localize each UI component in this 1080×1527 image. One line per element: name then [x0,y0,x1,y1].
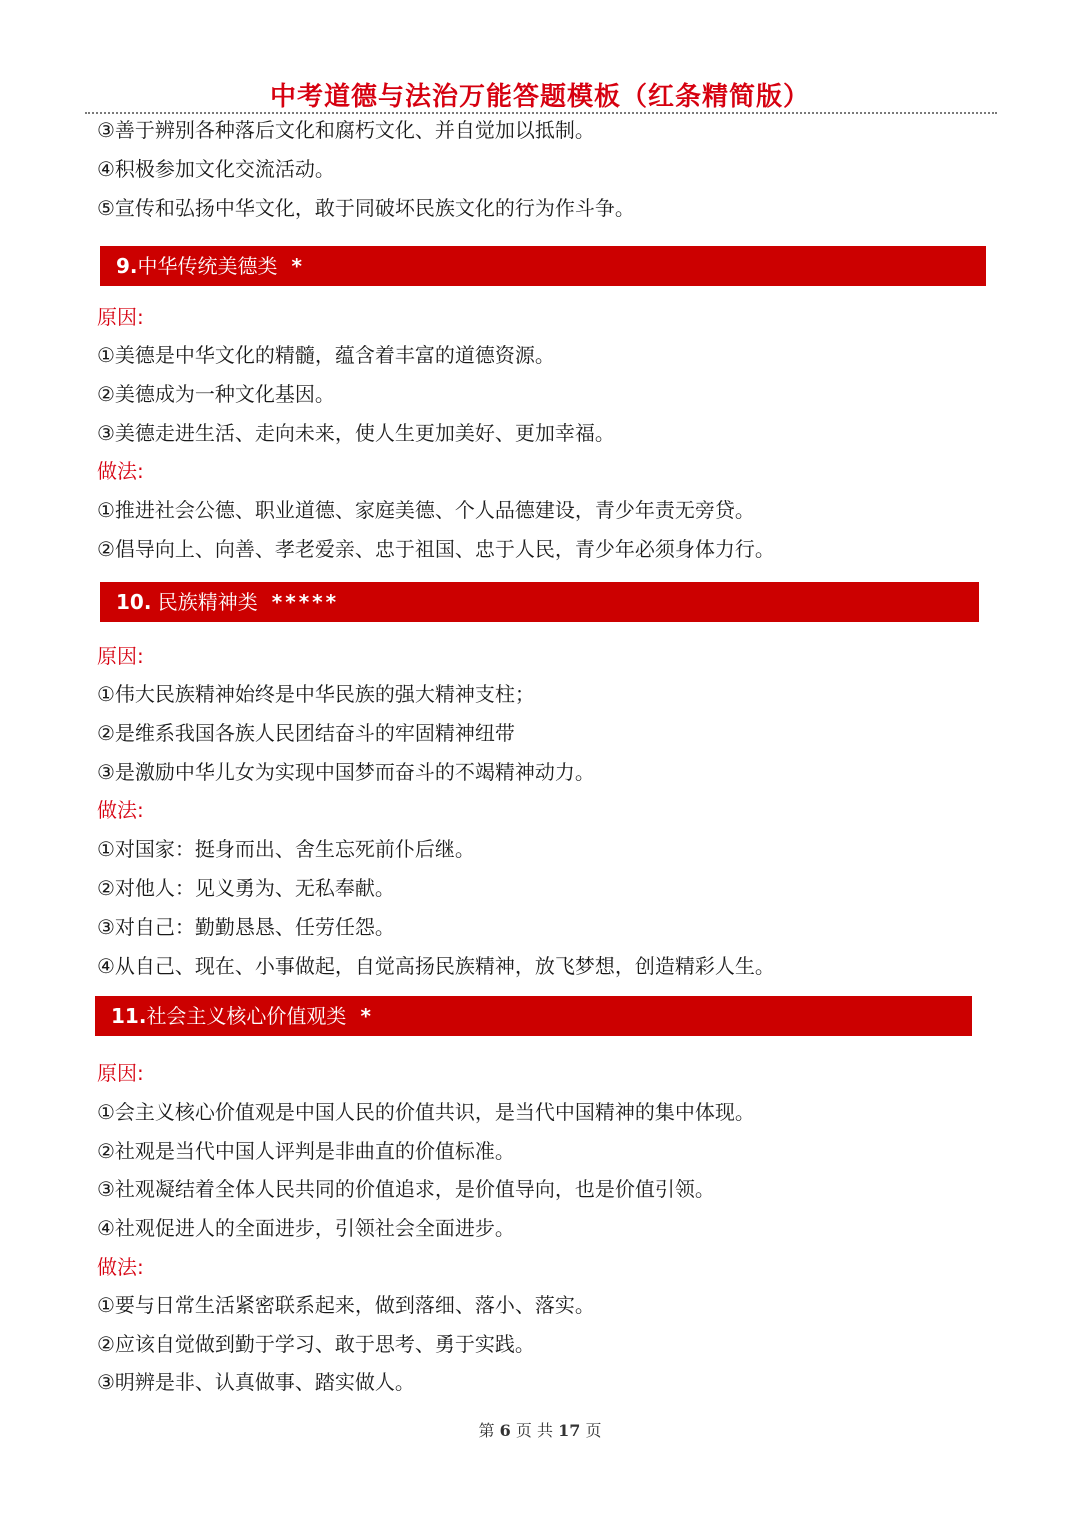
reason-item: ④社观促进人的全面进步，引领社会全面进步。 [97,1216,515,1240]
section-number: 11. [111,1004,147,1028]
section-title: 民族精神类 [151,590,258,614]
total-pages-number: 17 [558,1421,581,1440]
section-title: 社会主义核心价值观类 [146,1004,347,1028]
section-10-header [100,582,979,622]
reason-item: ①会主义核心价值观是中国人民的价值共识，是当代中国精神的集中体现。 [97,1100,755,1124]
reason-label: 原因: [97,305,144,329]
section-9-header [100,246,986,286]
method-item: ③对自己：勤勤恳恳、任劳任怨。 [97,915,395,939]
method-label: 做法: [97,459,144,483]
reason-item: ③美德走进生活、走向未来，使人生更加美好、更加幸福。 [97,421,615,445]
reason-label: 原因: [97,1061,144,1085]
reason-label: 原因: [97,644,144,668]
current-page-number: 6 [499,1421,511,1440]
section-number: 9. [116,254,138,278]
reason-item: ①美德是中华文化的精髓，蕴含着丰富的道德资源。 [97,343,555,367]
reason-item: ②美德成为一种文化基因。 [97,382,335,406]
intro-line: ④积极参加文化交流活动。 [97,157,335,181]
footer-middle: 页 共 [515,1421,553,1440]
section-number: 10. [116,590,152,614]
intro-line: ⑤宣传和弘扬中华文化，敢于同破坏民族文化的行为作斗争。 [97,196,635,220]
reason-item: ②社观是当代中国人评判是非曲直的价值标准。 [97,1139,515,1163]
method-item: ③明辨是非、认真做事、踏实做人。 [97,1370,415,1394]
reason-item: ②是维系我国各族人民团结奋斗的牢固精神纽带 [97,721,515,745]
page-footer [0,1418,1080,1441]
intro-line: ③善于辨别各种落后文化和腐朽文化、并自觉加以抵制。 [97,118,595,142]
title-divider [85,112,997,114]
reason-item: ①伟大民族精神始终是中华民族的强大精神支柱； [97,682,535,706]
star-rating: * [360,1004,374,1028]
section-title: 中华传统美德类 [137,254,278,278]
method-item: ④从自己、现在、小事做起，自觉高扬民族精神，放飞梦想，创造精彩人生。 [97,954,775,978]
method-label: 做法: [97,1255,144,1279]
method-item: ②对他人：见义勇为、无私奉献。 [97,876,395,900]
page-title: 中考道德与法治万能答题模板（红条精简版） [269,82,810,112]
footer-suffix: 页 [585,1421,602,1440]
reason-item: ③是激励中华儿女为实现中国梦而奋斗的不竭精神动力。 [97,760,595,784]
method-item: ①要与日常生活紧密联系起来，做到落细、落小、落实。 [97,1293,595,1317]
method-item: ②倡导向上、向善、孝老爱亲、忠于祖国、忠于人民，青少年必须身体力行。 [97,537,775,561]
section-11-header [95,996,972,1036]
method-item: ②应该自觉做到勤于学习、敢于思考、勇于实践。 [97,1332,535,1356]
method-item: ①推进社会公德、职业道德、家庭美德、个人品德建设，青少年责无旁贷。 [97,498,755,522]
footer-prefix: 第 [478,1421,495,1440]
method-item: ①对国家：挺身而出、舍生忘死前仆后继。 [97,837,475,861]
star-rating: * [291,254,305,278]
reason-item: ③社观凝结着全体人民共同的价值追求，是价值导向，也是价值引领。 [97,1177,715,1201]
star-rating: ***** [271,590,340,614]
method-label: 做法: [97,798,144,822]
